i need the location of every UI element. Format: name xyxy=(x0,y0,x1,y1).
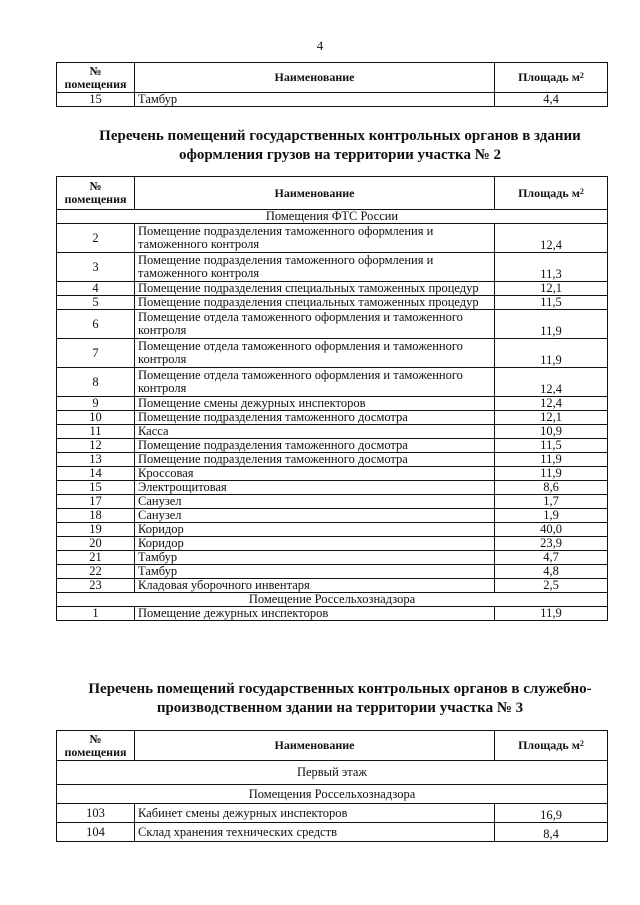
room-number: 3 xyxy=(57,253,135,282)
room-area: 40,0 xyxy=(495,523,608,537)
table-row xyxy=(57,439,608,453)
room-area: 11,3 xyxy=(495,253,608,282)
table-row xyxy=(57,579,608,593)
room-name: Тамбур xyxy=(135,565,495,579)
room-area: 23,9 xyxy=(495,537,608,551)
room-number: 14 xyxy=(57,467,135,481)
room-name: Кроссовая xyxy=(135,467,495,481)
table-row xyxy=(57,368,608,397)
col-header-number: № помещения xyxy=(57,731,135,761)
room-number: 6 xyxy=(57,310,135,339)
room-name: Помещение подразделения специальных таможенных процедур xyxy=(135,282,495,296)
room-area: 11,9 xyxy=(495,310,608,339)
room-area: 8,6 xyxy=(495,481,608,495)
room-name: Электрощитовая xyxy=(135,481,495,495)
room-area: 12,1 xyxy=(495,411,608,425)
room-number: 2 xyxy=(57,224,135,253)
room-area: 11,9 xyxy=(495,467,608,481)
room-number: 9 xyxy=(57,397,135,411)
room-area: 12,4 xyxy=(495,397,608,411)
room-number: 20 xyxy=(57,537,135,551)
room-name: Коридор xyxy=(135,523,495,537)
table-row xyxy=(57,296,608,310)
table-row xyxy=(57,607,608,621)
room-area: 10,9 xyxy=(495,425,608,439)
section-title: Помещения Россельхознадзора xyxy=(57,785,608,804)
room-number: 7 xyxy=(57,339,135,368)
room-name: Помещение подразделения таможенного досмотра xyxy=(135,453,495,467)
table-row xyxy=(57,509,608,523)
table-row xyxy=(57,565,608,579)
col-header-number: № помещения xyxy=(57,63,135,93)
room-name: Помещение отдела таможенного оформления и таможенного контроля xyxy=(135,310,495,339)
room-number: 4 xyxy=(57,282,135,296)
room-number: 18 xyxy=(57,509,135,523)
col-header-name: Наименование xyxy=(135,177,495,210)
room-area: 16,9 xyxy=(495,804,608,823)
section-title: Помещения ФТС России xyxy=(57,210,608,224)
room-area: 11,9 xyxy=(495,339,608,368)
room-name: Санузел xyxy=(135,495,495,509)
room-area: 12,4 xyxy=(495,224,608,253)
room-number: 21 xyxy=(57,551,135,565)
room-number: 15 xyxy=(57,481,135,495)
room-number: 103 xyxy=(57,804,135,823)
room-number: 10 xyxy=(57,411,135,425)
room-name: Помещение отдела таможенного оформления и таможенного контроля xyxy=(135,368,495,397)
rooms-table-site-3 xyxy=(56,730,608,842)
room-name: Помещение подразделения таможенного досмотра xyxy=(135,411,495,425)
section-heading-site-3: Перечень помещений государственных контрольных органов в служебно-производственном здании на территории участка № 3 xyxy=(88,681,592,716)
table-row xyxy=(57,537,608,551)
table-row xyxy=(57,551,608,565)
room-area: 2,5 xyxy=(495,579,608,593)
room-area: 11,5 xyxy=(495,439,608,453)
table-row xyxy=(57,282,608,296)
section-row xyxy=(57,593,608,607)
table-row xyxy=(57,425,608,439)
room-number: 13 xyxy=(57,453,135,467)
room-name: Касса xyxy=(135,425,495,439)
room-name: Коридор xyxy=(135,537,495,551)
room-number: 23 xyxy=(57,579,135,593)
floor-row xyxy=(57,761,608,785)
room-number: 22 xyxy=(57,565,135,579)
room-name: Кабинет смены дежурных инспекторов xyxy=(135,804,495,823)
section-row xyxy=(57,210,608,224)
section-heading-site-2: Перечень помещений государственных контрольных органов в здании оформления грузов на территории участка № 2 xyxy=(99,128,581,163)
col-header-area: Площадь $м^2$ xyxy=(495,63,608,93)
room-number: 17 xyxy=(57,495,135,509)
col-header-area: Площадь $м^2$ xyxy=(495,177,608,210)
table-row xyxy=(57,481,608,495)
table-row xyxy=(57,804,608,823)
room-name: Тамбур xyxy=(135,551,495,565)
room-number: 15 xyxy=(57,93,135,107)
table-row xyxy=(57,339,608,368)
room-area: 4,7 xyxy=(495,551,608,565)
col-header-name: Наименование xyxy=(135,731,495,761)
room-name: Помещение подразделения таможенного досмотра xyxy=(135,439,495,453)
table-row xyxy=(57,397,608,411)
room-area: 1,7 xyxy=(495,495,608,509)
room-number: 104 xyxy=(57,823,135,842)
page-number: 4 xyxy=(316,38,324,53)
col-header-number: № помещения xyxy=(57,177,135,210)
section-row xyxy=(57,785,608,804)
room-name: Кладовая уборочного инвентаря xyxy=(135,579,495,593)
rooms-table-continued xyxy=(56,62,608,107)
floor-title: Первый этаж xyxy=(57,761,608,785)
room-number: 5 xyxy=(57,296,135,310)
room-number: 12 xyxy=(57,439,135,453)
room-area: 12,1 xyxy=(495,282,608,296)
room-name: Помещение подразделения специальных таможенных процедур xyxy=(135,296,495,310)
col-header-name: Наименование xyxy=(135,63,495,93)
table-row xyxy=(57,411,608,425)
rooms-table-site-2 xyxy=(56,176,608,621)
table-row xyxy=(57,224,608,253)
room-area: 4,8 xyxy=(495,565,608,579)
room-name: Помещение дежурных инспекторов xyxy=(135,607,495,621)
room-area: 11,9 xyxy=(495,607,608,621)
table-row xyxy=(57,453,608,467)
room-name: Склад хранения технических средств xyxy=(135,823,495,842)
room-name: Помещение отдела таможенного оформления и таможенного контроля xyxy=(135,339,495,368)
room-name: Санузел xyxy=(135,509,495,523)
table-row xyxy=(57,93,608,107)
room-number: 19 xyxy=(57,523,135,537)
room-name: Тамбур xyxy=(135,93,495,107)
room-number: 8 xyxy=(57,368,135,397)
table-row xyxy=(57,253,608,282)
table-row xyxy=(57,495,608,509)
room-number: 11 xyxy=(57,425,135,439)
room-area: 4,4 xyxy=(495,93,608,107)
room-area: 11,5 xyxy=(495,296,608,310)
room-name: Помещение подразделения таможенного оформления и таможенного контроля xyxy=(135,224,495,253)
section-title: Помещение Россельхознадзора xyxy=(57,593,608,607)
table-row xyxy=(57,310,608,339)
table-row xyxy=(57,823,608,842)
room-area: 11,9 xyxy=(495,453,608,467)
table-row xyxy=(57,523,608,537)
room-area: 1,9 xyxy=(495,509,608,523)
room-number: 1 xyxy=(57,607,135,621)
table-row xyxy=(57,467,608,481)
room-area: 8,4 xyxy=(495,823,608,842)
col-header-area: Площадь $м^2$ xyxy=(495,731,608,761)
room-area: 12,4 xyxy=(495,368,608,397)
room-name: Помещение смены дежурных инспекторов xyxy=(135,397,495,411)
room-name: Помещение подразделения таможенного оформления и таможенного контроля xyxy=(135,253,495,282)
